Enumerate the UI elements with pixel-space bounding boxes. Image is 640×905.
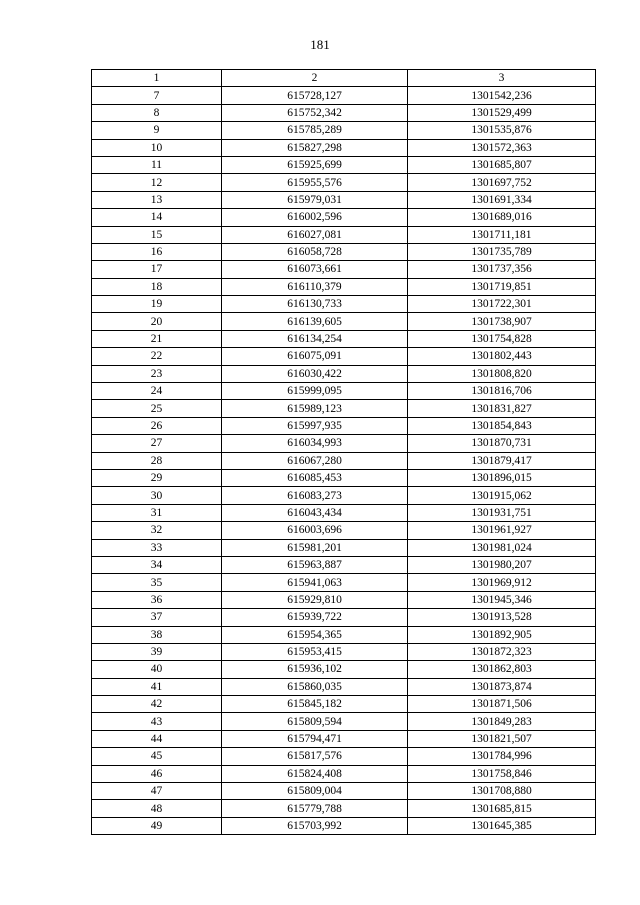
- cell-x-coordinate: 616002,596: [222, 209, 408, 226]
- table-row: [92, 591, 596, 608]
- cell-x-coordinate: 615955,576: [222, 174, 408, 191]
- cell-x-coordinate: 616034,993: [222, 435, 408, 452]
- table-row: [92, 643, 596, 660]
- table-row: [92, 209, 596, 226]
- cell-y-coordinate: 1301535,876: [408, 122, 596, 139]
- cell-y-coordinate: 1301872,323: [408, 643, 596, 660]
- cell-y-coordinate: 1301808,820: [408, 365, 596, 382]
- cell-x-coordinate: 615785,289: [222, 122, 408, 139]
- cell-y-coordinate: 1301969,912: [408, 574, 596, 591]
- table-body: [92, 87, 596, 835]
- cell-y-coordinate: 1301871,506: [408, 696, 596, 713]
- cell-point-number: 12: [92, 174, 222, 191]
- cell-point-number: 49: [92, 817, 222, 834]
- cell-point-number: 26: [92, 417, 222, 434]
- cell-point-number: 35: [92, 574, 222, 591]
- cell-point-number: 21: [92, 330, 222, 347]
- cell-y-coordinate: 1301961,927: [408, 522, 596, 539]
- cell-point-number: 45: [92, 748, 222, 765]
- column-header-point-number: 1: [92, 70, 222, 87]
- cell-y-coordinate: 1301821,507: [408, 730, 596, 747]
- table-row: [92, 243, 596, 260]
- cell-y-coordinate: 1301784,996: [408, 748, 596, 765]
- cell-point-number: 39: [92, 643, 222, 660]
- table-row: [92, 817, 596, 834]
- cell-x-coordinate: 616130,733: [222, 296, 408, 313]
- cell-x-coordinate: 615752,342: [222, 104, 408, 121]
- table-row: [92, 765, 596, 782]
- table-row: [92, 365, 596, 382]
- cell-x-coordinate: 615925,699: [222, 156, 408, 173]
- cell-x-coordinate: 615954,365: [222, 626, 408, 643]
- cell-point-number: 36: [92, 591, 222, 608]
- cell-x-coordinate: 615941,063: [222, 574, 408, 591]
- table-row: [92, 678, 596, 695]
- cell-x-coordinate: 615845,182: [222, 696, 408, 713]
- cell-point-number: 24: [92, 383, 222, 400]
- cell-y-coordinate: 1301981,024: [408, 539, 596, 556]
- coordinates-table: [91, 69, 596, 835]
- table-row: [92, 435, 596, 452]
- cell-point-number: 15: [92, 226, 222, 243]
- table-row: [92, 609, 596, 626]
- cell-x-coordinate: 615963,887: [222, 556, 408, 573]
- table-row: [92, 87, 596, 104]
- cell-point-number: 20: [92, 313, 222, 330]
- cell-y-coordinate: 1301980,207: [408, 556, 596, 573]
- table-row: [92, 539, 596, 556]
- cell-x-coordinate: 615809,594: [222, 713, 408, 730]
- table-row: [92, 469, 596, 486]
- cell-y-coordinate: 1301754,828: [408, 330, 596, 347]
- cell-x-coordinate: 615979,031: [222, 191, 408, 208]
- cell-x-coordinate: 615939,722: [222, 609, 408, 626]
- cell-point-number: 23: [92, 365, 222, 382]
- column-header-x-coordinate: 2: [222, 70, 408, 87]
- table-row: [92, 156, 596, 173]
- table-row: [92, 626, 596, 643]
- table-row: [92, 174, 596, 191]
- cell-y-coordinate: 1301722,301: [408, 296, 596, 313]
- cell-x-coordinate: 615824,408: [222, 765, 408, 782]
- cell-x-coordinate: 615936,102: [222, 661, 408, 678]
- cell-x-coordinate: 616027,081: [222, 226, 408, 243]
- cell-y-coordinate: 1301879,417: [408, 452, 596, 469]
- cell-point-number: 18: [92, 278, 222, 295]
- cell-x-coordinate: 615794,471: [222, 730, 408, 747]
- table-row: [92, 296, 596, 313]
- cell-y-coordinate: 1301870,731: [408, 435, 596, 452]
- cell-y-coordinate: 1301738,907: [408, 313, 596, 330]
- cell-y-coordinate: 1301737,356: [408, 261, 596, 278]
- cell-y-coordinate: 1301896,015: [408, 469, 596, 486]
- cell-x-coordinate: 615989,123: [222, 400, 408, 417]
- cell-point-number: 46: [92, 765, 222, 782]
- cell-x-coordinate: 615981,201: [222, 539, 408, 556]
- cell-point-number: 13: [92, 191, 222, 208]
- cell-point-number: 28: [92, 452, 222, 469]
- cell-point-number: 33: [92, 539, 222, 556]
- table-row: [92, 278, 596, 295]
- table-row: [92, 504, 596, 521]
- cell-y-coordinate: 1301719,851: [408, 278, 596, 295]
- cell-y-coordinate: 1301645,385: [408, 817, 596, 834]
- cell-x-coordinate: 616083,273: [222, 487, 408, 504]
- table-row: [92, 226, 596, 243]
- cell-y-coordinate: 1301685,807: [408, 156, 596, 173]
- cell-point-number: 29: [92, 469, 222, 486]
- cell-point-number: 7: [92, 87, 222, 104]
- cell-point-number: 38: [92, 626, 222, 643]
- cell-point-number: 42: [92, 696, 222, 713]
- cell-x-coordinate: 616075,091: [222, 348, 408, 365]
- cell-point-number: 27: [92, 435, 222, 452]
- table-header: [92, 70, 596, 87]
- table-row: [92, 783, 596, 800]
- cell-y-coordinate: 1301854,843: [408, 417, 596, 434]
- cell-x-coordinate: 616134,254: [222, 330, 408, 347]
- cell-point-number: 9: [92, 122, 222, 139]
- cell-point-number: 44: [92, 730, 222, 747]
- cell-y-coordinate: 1301542,236: [408, 87, 596, 104]
- table-row: [92, 191, 596, 208]
- cell-point-number: 8: [92, 104, 222, 121]
- cell-point-number: 43: [92, 713, 222, 730]
- cell-x-coordinate: 616058,728: [222, 243, 408, 260]
- table-row: [92, 400, 596, 417]
- table-row: [92, 713, 596, 730]
- table-row: [92, 104, 596, 121]
- cell-x-coordinate: 616110,379: [222, 278, 408, 295]
- cell-point-number: 22: [92, 348, 222, 365]
- cell-y-coordinate: 1301697,752: [408, 174, 596, 191]
- cell-point-number: 14: [92, 209, 222, 226]
- table-row: [92, 452, 596, 469]
- cell-x-coordinate: 616067,280: [222, 452, 408, 469]
- cell-y-coordinate: 1301831,827: [408, 400, 596, 417]
- cell-y-coordinate: 1301931,751: [408, 504, 596, 521]
- cell-point-number: 40: [92, 661, 222, 678]
- cell-point-number: 32: [92, 522, 222, 539]
- cell-x-coordinate: 616043,434: [222, 504, 408, 521]
- table-row: [92, 417, 596, 434]
- table-row: [92, 122, 596, 139]
- cell-x-coordinate: 615827,298: [222, 139, 408, 156]
- cell-x-coordinate: 615809,004: [222, 783, 408, 800]
- column-header-y-coordinate: 3: [408, 70, 596, 87]
- table-row: [92, 330, 596, 347]
- table-row: [92, 574, 596, 591]
- cell-y-coordinate: 1301913,528: [408, 609, 596, 626]
- table-row: [92, 800, 596, 817]
- cell-y-coordinate: 1301711,181: [408, 226, 596, 243]
- cell-y-coordinate: 1301529,499: [408, 104, 596, 121]
- cell-point-number: 34: [92, 556, 222, 573]
- table-row: [92, 261, 596, 278]
- cell-x-coordinate: 616085,453: [222, 469, 408, 486]
- cell-x-coordinate: 615860,035: [222, 678, 408, 695]
- cell-point-number: 48: [92, 800, 222, 817]
- table-row: [92, 487, 596, 504]
- cell-y-coordinate: 1301873,874: [408, 678, 596, 695]
- cell-x-coordinate: 616073,661: [222, 261, 408, 278]
- cell-y-coordinate: 1301862,803: [408, 661, 596, 678]
- table-row: [92, 383, 596, 400]
- table-row: [92, 556, 596, 573]
- cell-point-number: 47: [92, 783, 222, 800]
- cell-point-number: 25: [92, 400, 222, 417]
- cell-x-coordinate: 615997,935: [222, 417, 408, 434]
- cell-point-number: 11: [92, 156, 222, 173]
- cell-point-number: 37: [92, 609, 222, 626]
- cell-y-coordinate: 1301816,706: [408, 383, 596, 400]
- cell-point-number: 31: [92, 504, 222, 521]
- cell-y-coordinate: 1301708,880: [408, 783, 596, 800]
- cell-y-coordinate: 1301849,283: [408, 713, 596, 730]
- cell-point-number: 41: [92, 678, 222, 695]
- cell-point-number: 30: [92, 487, 222, 504]
- cell-y-coordinate: 1301802,443: [408, 348, 596, 365]
- cell-y-coordinate: 1301758,846: [408, 765, 596, 782]
- cell-y-coordinate: 1301689,016: [408, 209, 596, 226]
- cell-y-coordinate: 1301892,905: [408, 626, 596, 643]
- cell-x-coordinate: 615953,415: [222, 643, 408, 660]
- cell-point-number: 16: [92, 243, 222, 260]
- cell-x-coordinate: 615929,810: [222, 591, 408, 608]
- cell-y-coordinate: 1301685,815: [408, 800, 596, 817]
- cell-point-number: 19: [92, 296, 222, 313]
- cell-x-coordinate: 616030,422: [222, 365, 408, 382]
- table-row: [92, 748, 596, 765]
- cell-y-coordinate: 1301572,363: [408, 139, 596, 156]
- table-row: [92, 730, 596, 747]
- cell-y-coordinate: 1301945,346: [408, 591, 596, 608]
- cell-y-coordinate: 1301915,062: [408, 487, 596, 504]
- cell-x-coordinate: 615999,095: [222, 383, 408, 400]
- cell-y-coordinate: 1301735,789: [408, 243, 596, 260]
- cell-x-coordinate: 615779,788: [222, 800, 408, 817]
- table-row: [92, 522, 596, 539]
- table-row: [92, 348, 596, 365]
- table-row: [92, 313, 596, 330]
- cell-point-number: 17: [92, 261, 222, 278]
- table-row: [92, 696, 596, 713]
- header-row: [92, 70, 596, 87]
- cell-x-coordinate: 616139,605: [222, 313, 408, 330]
- page-number: 181: [310, 37, 330, 52]
- cell-x-coordinate: 616003,696: [222, 522, 408, 539]
- table-row: [92, 139, 596, 156]
- cell-y-coordinate: 1301691,334: [408, 191, 596, 208]
- cell-x-coordinate: 615703,992: [222, 817, 408, 834]
- cell-x-coordinate: 615817,576: [222, 748, 408, 765]
- cell-point-number: 10: [92, 139, 222, 156]
- table-row: [92, 661, 596, 678]
- cell-x-coordinate: 615728,127: [222, 87, 408, 104]
